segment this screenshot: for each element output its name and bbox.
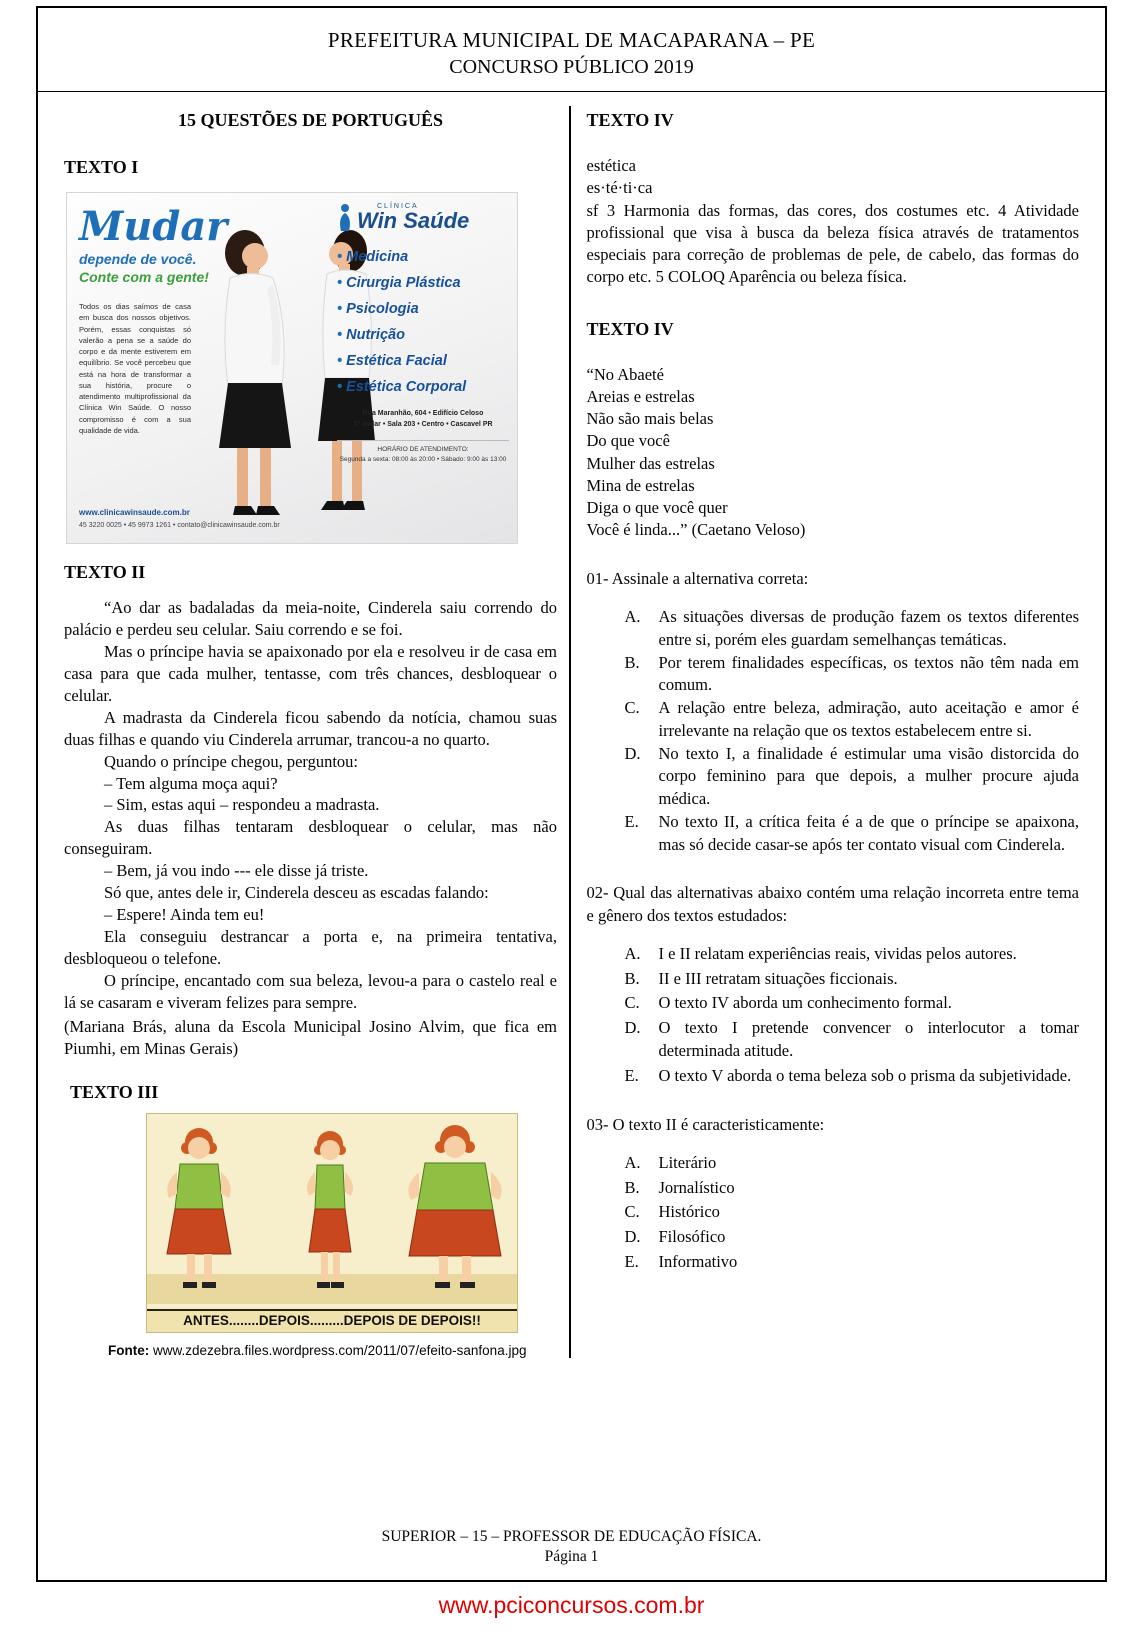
option-text: II e III retratam situações ficcionais.	[658, 968, 898, 988]
answer-option	[625, 1201, 1080, 1224]
option-text: O texto I pretende convencer o interlocutor a tomar determinada atitude.	[658, 1018, 1079, 1060]
poem-line: Não são mais belas	[586, 409, 714, 429]
header-title: PREFEITURA MUNICIPAL DE MACAPARANA – PE	[327, 28, 816, 52]
option-letter: E.	[624, 811, 639, 831]
exam-page	[0, 6, 1143, 1642]
image-source-caption	[108, 1343, 557, 1358]
answer-option	[625, 1152, 1080, 1175]
two-column-content	[64, 92, 1079, 1358]
ad-contact: 45 3220 0025 • 45 9973 1261 • contato@clinicawinsaude.com.br	[79, 522, 280, 529]
poem-line: Você é linda...” (Caetano Veloso)	[586, 520, 806, 540]
option-text: Jornalístico	[658, 1177, 735, 1197]
ad-subline-2: Conte com a gente!	[79, 269, 209, 285]
option-letter: B.	[624, 968, 640, 988]
page-border	[36, 6, 1107, 1582]
ad-service-item: • Cirurgia Plástica	[337, 275, 509, 291]
option-letter: E.	[624, 1065, 639, 1085]
header-subtitle: CONCURSO PÚBLICO 2019	[449, 56, 694, 78]
texto1-heading: TEXTO I	[64, 157, 139, 177]
option-text: O texto IV aborda um conhecimento formal.	[658, 993, 952, 1013]
page-footer	[64, 1508, 1079, 1566]
answer-option	[625, 743, 1080, 811]
texto2-heading: TEXTO II	[64, 562, 146, 582]
ad-right-panel	[337, 203, 509, 465]
dictionary-syllables: es·té·ti·ca	[586, 178, 653, 198]
footer-page-number: Página 1	[544, 1548, 599, 1565]
ad-address-line1: Rua Maranhão, 604 • Edifício Celoso	[362, 410, 484, 417]
dictionary-entry	[587, 155, 1080, 289]
ad-headline: Mudar	[79, 203, 228, 250]
question-01-options	[625, 606, 1080, 856]
option-text: Por terem finalidades específicas, os textos não têm nada em comum.	[658, 652, 1079, 695]
option-letter: C.	[624, 698, 640, 718]
texto2-paragraph: – Bem, já vou indo --- ele disse já triste.	[104, 861, 369, 881]
question-02	[587, 882, 1080, 1087]
option-letter: C.	[624, 993, 640, 1013]
ad-services-list	[337, 249, 509, 395]
option-letter: D.	[624, 1227, 641, 1247]
texto2-paragraph: Quando o príncipe chegou, perguntou:	[104, 751, 359, 771]
question-01	[587, 568, 1080, 857]
ad-address-line2: 1º andar • Sala 203 • Centro • Cascavel PR	[353, 420, 493, 428]
option-letter: B.	[624, 652, 640, 672]
texto2-paragraph: As duas filhas tentaram desbloquear o celular, mas não conseguiram.	[64, 817, 557, 859]
dictionary-definition: sf 3 Harmonia das formas, das cores, dos costumes etc. 4 Atividade profissional que visa à busca da beleza física através de tratamentos especiais para correção de problemas de pele, de cabelo, das formas do corpo etc. 5 COLOQ Aparência ou beleza física.	[586, 200, 1079, 287]
poem-line: Do que você	[586, 431, 670, 451]
left-column	[64, 106, 569, 1358]
option-letter: A.	[624, 943, 641, 963]
ad-subline-1: depende de você.	[79, 251, 197, 267]
option-letter: C.	[624, 1202, 640, 1222]
option-text: Informativo	[658, 1251, 738, 1271]
poem-line: Mulher das estrelas	[586, 453, 715, 473]
poem-line: Areias e estrelas	[586, 386, 695, 406]
ad-hours	[337, 440, 509, 465]
question-02-options	[625, 943, 1080, 1088]
texto3-heading: TEXTO III	[70, 1081, 159, 1102]
win-saude-logo	[337, 203, 509, 233]
ad-body-text: Todos os dias saímos de casa em busca dos nossos objetivos. Porém, essas conquistas só valerão a pena se a saúde do corpo e da mente estiverem em equilíbrio. Se você percebeu que está na hora de transformar a sua história, procure o atendimento multiprofissional da Clínica Win Saúde. O nosso compromisso é com a sua qualidade de vida.	[79, 302, 191, 435]
poem-text	[587, 364, 1080, 542]
answer-option	[625, 968, 1080, 991]
option-text: Histórico	[658, 1202, 720, 1222]
ad-hours-text: Segunda a sexta: 08:00 às 20:00 • Sábado: 9:00 às 13:00	[339, 455, 507, 463]
fonte-label: Fonte:	[108, 1342, 150, 1358]
question-03-stem: 03- O texto II é caracteristicamente:	[586, 1114, 825, 1134]
texto1-advertisement-image	[66, 192, 518, 544]
option-letter: D.	[624, 743, 641, 763]
texto2-paragraph: O príncipe, encantado com sua beleza, levou-a para o castelo real e lá se casaram e viveram felizes para sempre.	[64, 970, 557, 1012]
answer-option	[625, 697, 1080, 743]
question-03-options	[625, 1152, 1080, 1274]
texto2-paragraph: – Tem alguma moça aqui?	[104, 773, 278, 793]
option-text: I e II relatam experiências reais, vividas pelos autores.	[658, 943, 1017, 963]
ad-service-item: • Psicologia	[337, 301, 509, 317]
ad-service-item: • Medicina	[337, 249, 509, 265]
answer-option	[625, 1177, 1080, 1200]
texto2-paragraph: – Espere! Ainda tem eu!	[104, 905, 265, 925]
option-text: As situações diversas de produção fazem os textos diferentes entre si, porém eles guardam semelhanças temáticas.	[658, 606, 1079, 649]
texto2-paragraph: (Mariana Brás, aluna da Escola Municipal Josino Alvim, que fica em Piumhi, em Minas Gerais)	[64, 1016, 557, 1058]
question-02-stem: 02- Qual das alternativas abaixo contém uma relação incorreta entre tema e gênero dos textos estudados:	[586, 883, 1079, 925]
answer-option	[625, 1065, 1080, 1088]
poem-line: Mina de estrelas	[586, 475, 695, 495]
option-letter: E.	[624, 1251, 639, 1271]
option-text: No texto II, a crítica feita é a de que o príncipe se apaixona, mas só decide casar-se após ter contato visual com Cinderela.	[658, 811, 1079, 854]
question-01-stem: 01- Assinale a alternativa correta:	[586, 568, 809, 588]
answer-option	[625, 606, 1080, 652]
pciconcursos-url-link[interactable]: www.pciconcursos.com.br	[438, 1592, 705, 1618]
ad-address	[337, 409, 509, 430]
option-text: Filosófico	[658, 1227, 726, 1247]
cartoon-figures	[147, 1114, 517, 1304]
right-column	[571, 106, 1080, 1358]
clinic-name: Win Saúde	[357, 208, 470, 233]
option-letter: B.	[624, 1177, 640, 1197]
texto2-paragraph: Mas o príncipe havia se apaixonado por ela e resolveu ir de casa em casa para que cada mulher, tentasse, com três chances, desbloquear o celular.	[64, 641, 557, 705]
texto2-paragraph: Só que, antes dele ir, Cinderela desceu as escadas falando:	[104, 883, 489, 903]
texto2-paragraph: A madrasta da Cinderela ficou sabendo da notícia, chamou suas duas filhas e quando viu Cinderela arrumar, trancou-a no quarto.	[64, 707, 557, 749]
ad-service-item: • Estética Corporal	[337, 379, 509, 395]
texto2-body	[64, 597, 557, 1060]
ad-website: www.clinicawinsaude.com.br	[79, 508, 190, 517]
ad-service-item: • Estética Facial	[337, 353, 509, 369]
texto4-heading: TEXTO IV	[586, 110, 674, 130]
poem-line: Diga o que você quer	[586, 498, 728, 518]
option-letter: A.	[624, 1152, 641, 1172]
fonte-url: www.zdezebra.files.wordpress.com/2011/07/efeito-sanfona.jpg	[153, 1342, 527, 1358]
texto5-heading: TEXTO IV	[586, 318, 674, 339]
option-text: No texto I, a finalidade é estimular uma visão distorcida do corpo feminino para que depois, a mulher procure ajuda médica.	[658, 743, 1079, 809]
answer-option	[625, 1226, 1080, 1249]
section-title: 15 QUESTÕES DE PORTUGUÊS	[178, 110, 443, 130]
question-03	[587, 1114, 1080, 1274]
poem-line: “No Abaeté	[586, 364, 664, 384]
ad-service-item: • Nutrição	[337, 327, 509, 343]
texto2-paragraph: Ela conseguiu destrancar a porta e, na primeira tentativa, desbloqueou o telefone.	[64, 927, 557, 968]
dictionary-word: estética	[586, 156, 636, 175]
option-letter: D.	[624, 1018, 641, 1038]
option-text: A relação entre beleza, admiração, auto aceitação e amor é irrelevante na relação que os textos estabelecem entre si.	[658, 698, 1079, 740]
answer-option	[625, 943, 1080, 966]
texto2-paragraph: – Sim, estas aqui – respondeu a madrasta.	[104, 795, 380, 815]
answer-option	[625, 992, 1080, 1015]
footer-exam-info: SUPERIOR – 15 – PROFESSOR DE EDUCAÇÃO FÍSICA.	[381, 1528, 762, 1545]
option-letter: A.	[624, 606, 641, 626]
answer-option	[625, 811, 1080, 857]
texto3-cartoon-image	[146, 1113, 518, 1333]
page-header	[64, 8, 1079, 79]
clinic-label: CLÍNICA	[377, 203, 419, 210]
texto2-paragraph: “Ao dar as badaladas da meia-noite, Cinderela saiu correndo do palácio e perdeu seu celular. Saiu correndo e se foi.	[64, 598, 557, 639]
answer-option	[625, 1251, 1080, 1274]
option-text: O texto V aborda o tema beleza sob o prisma da subjetividade.	[658, 1065, 1072, 1085]
ad-hours-label: HORÁRIO DE ATENDIMENTO:	[377, 446, 469, 453]
cartoon-caption: ANTES........DEPOIS.........DEPOIS DE DEPOIS!!	[147, 1309, 517, 1332]
answer-option	[625, 1017, 1080, 1063]
option-text: Literário	[658, 1152, 717, 1172]
answer-option	[625, 652, 1080, 698]
win-saude-logo-icon	[337, 203, 353, 233]
